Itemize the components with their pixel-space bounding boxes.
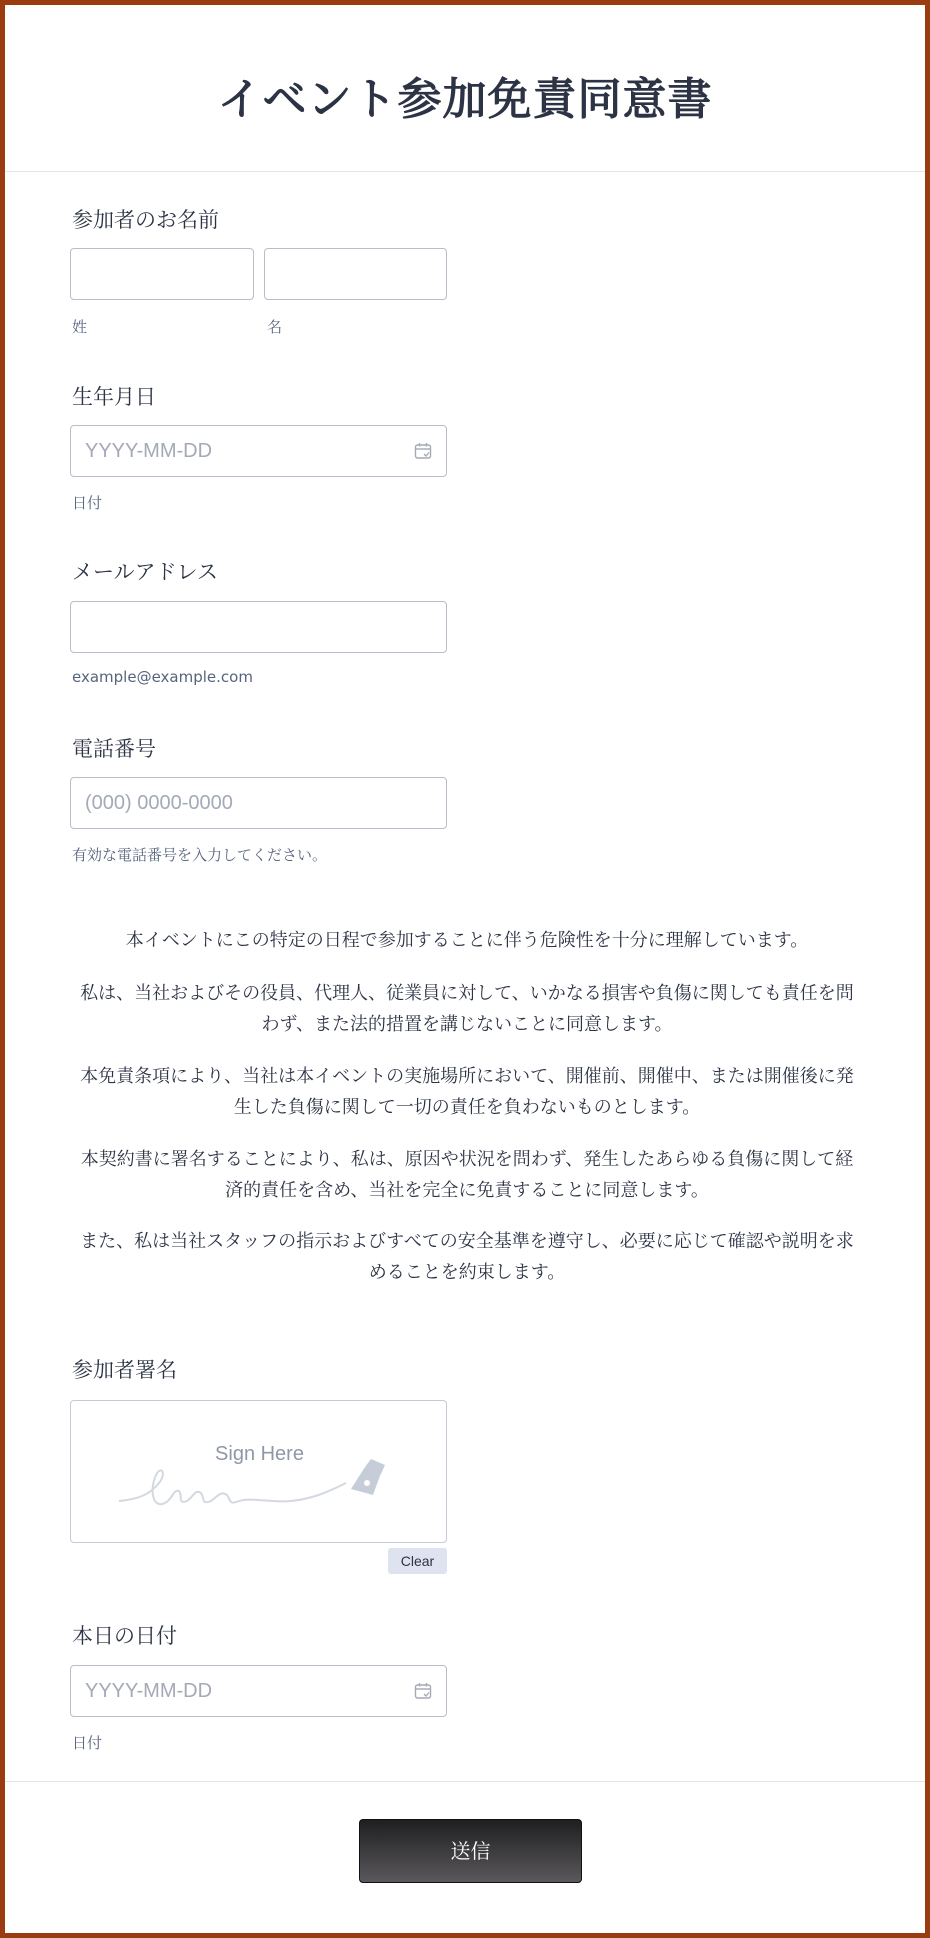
signature-hint: Sign Here — [215, 1443, 304, 1465]
first-name-sublabel: 名 — [267, 318, 283, 336]
form-header — [5, 5, 925, 172]
today-date-label: 本日の日付 — [72, 1624, 177, 1648]
submit-button[interactable]: 送信 — [359, 1819, 582, 1883]
name-label: 参加者のお名前 — [72, 208, 219, 232]
clear-signature-button[interactable]: Clear — [388, 1548, 447, 1574]
signature-scribble-icon — [111, 1453, 411, 1523]
email-label: メールアドレス — [72, 560, 218, 584]
signature-label: 参加者署名 — [72, 1358, 177, 1382]
calendar-icon[interactable] — [414, 442, 432, 460]
last-name-sublabel: 姓 — [72, 318, 88, 336]
form-title: イベント参加免責同意書 — [217, 74, 713, 125]
calendar-icon[interactable] — [414, 1682, 432, 1700]
dob-input[interactable] — [70, 425, 447, 477]
today-date-sublabel: 日付 — [72, 1734, 103, 1752]
signature-pad[interactable] — [70, 1400, 447, 1543]
footer-divider — [5, 1781, 925, 1782]
phone-label: 電話番号 — [72, 737, 156, 761]
phone-sublabel: 有効な電話番号を入力してください。 — [72, 846, 328, 864]
disclaimer-paragraph: 私は、当社およびその役員、代理人、従業員に対して、いかなる損害や負傷に関しても責任を問わず、また法的措置を講じないことに同意します。 — [80, 983, 854, 1035]
disclaimer-paragraph: 本契約書に署名することにより、私は、原因や状況を問わず、発生したあらゆる負傷に関して経済的責任を含め、当社を完全に免責することに同意します。 — [80, 1149, 854, 1201]
email-sublabel: example@example.com — [72, 668, 253, 686]
last-name-input[interactable] — [70, 248, 254, 300]
today-date-input[interactable] — [70, 1665, 447, 1717]
email-input[interactable] — [70, 601, 447, 653]
disclaimer-paragraph: また、私は当社スタッフの指示およびすべての安全基準を遵守し、必要に応じて確認や説明を求めることを約束します。 — [80, 1231, 854, 1283]
dob-label: 生年月日 — [72, 385, 156, 409]
first-name-input[interactable] — [264, 248, 447, 300]
phone-input[interactable] — [70, 777, 447, 829]
disclaimer-paragraph: 本免責条項により、当社は本イベントの実施場所において、開催前、開催中、または開催後に発生した負傷に関して一切の責任を負わないものとします。 — [80, 1066, 854, 1118]
disclaimer-paragraph: 本イベントにこの特定の日程で参加することに伴う危険性を十分に理解しています。 — [125, 930, 809, 951]
dob-sublabel: 日付 — [72, 494, 103, 512]
